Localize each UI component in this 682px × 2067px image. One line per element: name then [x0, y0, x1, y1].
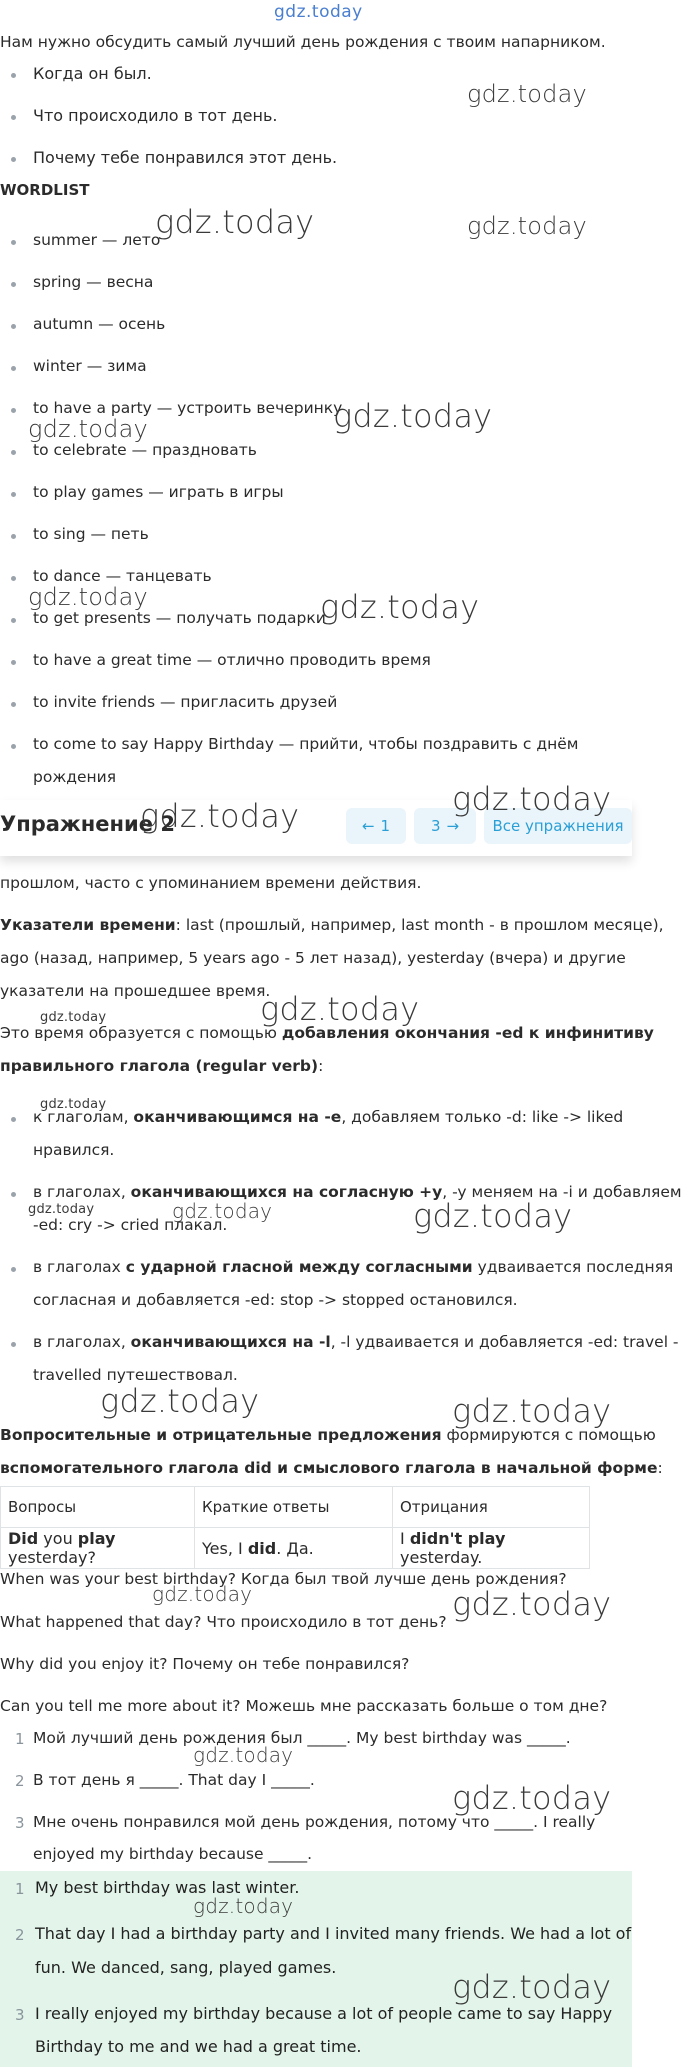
watermark: gdz.today: [413, 1197, 573, 1235]
list-number: 3: [15, 1814, 25, 1832]
dialogue-line: What happened that day? Что происходило в тот день?: [0, 1613, 447, 1631]
grammar-span: Это время образуется с помощью: [0, 1024, 282, 1042]
wordlist-item: autumn — осень: [33, 315, 166, 333]
table-row: [1, 1528, 590, 1569]
list-number: 2: [15, 1772, 25, 1790]
cell-span: . Да.: [276, 1538, 314, 1558]
prev-exercise-label: 1: [380, 817, 391, 835]
grammar-text: [0, 1057, 323, 1075]
bullet: [11, 282, 16, 287]
watermark: gdz.today: [40, 1010, 107, 1025]
rule-item: согласная и добавляется -ed: stop -> stopped остановился.: [33, 1291, 518, 1309]
intro-text: Нам нужно обсудить самый лучший день рождения с твоим напарником.: [0, 33, 606, 51]
watermark: gdz.today: [260, 990, 420, 1028]
grammar-text: [0, 1459, 663, 1477]
table-header-cell: Вопросы: [1, 1487, 195, 1528]
rule-item: travelled путешествовал.: [33, 1366, 238, 1384]
grammar-span: , -y меняем на -i и добавляем: [442, 1183, 682, 1201]
rule-item: [33, 1183, 682, 1201]
bullet: [11, 240, 16, 245]
grammar-span: формируются с помощью: [441, 1426, 656, 1444]
cell-span: yesterday.: [400, 1548, 483, 1567]
wordlist-item: to get presents — получать подарки: [33, 609, 326, 627]
bullet: [11, 744, 16, 749]
bullet: [11, 1117, 16, 1122]
list-number: 2: [15, 1926, 25, 1944]
template-item: enjoyed my birthday because _____.: [33, 1845, 313, 1863]
table-header-cell: Отрицания: [393, 1487, 590, 1528]
dialogue-line: Why did you enjoy it? Почему он тебе понравился?: [0, 1655, 410, 1673]
arrow-left-icon: ←: [361, 817, 375, 835]
bullet: [11, 157, 16, 162]
did-table: [0, 1486, 590, 1569]
answer-item: fun. We danced, sang, played games.: [35, 1958, 337, 1977]
bullet: [11, 702, 16, 707]
grammar-span: в глаголах: [33, 1258, 126, 1276]
grammar-text: [0, 916, 664, 934]
grammar-text: прошлом, часто с упоминанием времени действия.: [0, 874, 422, 892]
wordlist-item: to have a great time — отлично проводить время: [33, 651, 431, 669]
grammar-span: в глаголах,: [33, 1333, 131, 1351]
grammar-span: к глаголам,: [33, 1108, 134, 1126]
question-item: Когда он был.: [33, 64, 152, 83]
bullet: [11, 450, 16, 455]
bullet: [11, 366, 16, 371]
bullet: [11, 534, 16, 539]
wordlist-item-continued: рождения: [33, 768, 117, 786]
cell-span: didn't play: [409, 1529, 506, 1548]
template-item: Мой лучший день рождения был _____. My best birthday was _____.: [33, 1729, 571, 1747]
bullet: [11, 576, 16, 581]
watermark: gdz.today: [140, 797, 300, 835]
dialogue-line: Can you tell me more about it? Можешь мне рассказать больше о том дне?: [0, 1697, 608, 1715]
wordlist-item: spring — весна: [33, 273, 154, 291]
table-cell: [195, 1528, 393, 1569]
wordlist-title: WORDLIST: [0, 181, 90, 199]
cell-span: Yes, I: [202, 1538, 248, 1558]
list-number: 1: [15, 1730, 25, 1748]
answer-item: My best birthday was last winter.: [35, 1878, 300, 1897]
question-item: Что происходило в тот день.: [33, 106, 278, 125]
grammar-span: , добавляем только -d: like -> liked: [341, 1108, 624, 1126]
bullet: [11, 1192, 16, 1197]
bullet: [11, 324, 16, 329]
watermark: gdz.today: [40, 1097, 107, 1112]
watermark: gdz.today: [152, 1582, 253, 1606]
watermark: gdz.today: [333, 397, 493, 435]
wordlist-item: to play games — играть в игры: [33, 483, 284, 501]
wordlist-item: to have a party — устроить вечеринку: [33, 399, 343, 417]
site-logo[interactable]: gdz.today: [274, 2, 363, 22]
grammar-span: в глаголах,: [33, 1183, 131, 1201]
rule-item: -ed: cry -> cried плакал.: [33, 1216, 228, 1234]
grammar-text: ago (назад, например, 5 years ago - 5 лет назад), yesterday (вчера) и другие: [0, 949, 626, 967]
prev-exercise-button[interactable]: [346, 808, 406, 844]
watermark: gdz.today: [28, 583, 148, 611]
watermark: gdz.today: [467, 80, 587, 108]
grammar-text: указатели на прошедшее время.: [0, 982, 271, 1000]
wordlist-item: winter — зима: [33, 357, 147, 375]
table-header-cell: Краткие ответы: [195, 1487, 393, 1528]
grammar-span: оканчивающихся на согласную +y: [130, 1183, 443, 1201]
exercise-title: Упражнение 2: [0, 812, 175, 836]
dialogue-line: When was your best birthday? Когда был твой лучше день рождения?: [0, 1570, 567, 1588]
grammar-span: оканчивающихся на -l: [130, 1333, 331, 1351]
watermark: gdz.today: [452, 780, 612, 818]
bullet: [11, 115, 16, 120]
grammar-span: удваивается последняя: [472, 1258, 674, 1276]
grammar-span: вспомогательного глагола did и смыслового глагола в начальной форме: [0, 1459, 658, 1477]
grammar-span: : last (прошлый, например, last month - в прошлом месяце),: [175, 916, 664, 934]
watermark: gdz.today: [28, 415, 148, 443]
rule-item: [33, 1258, 673, 1276]
next-exercise-label: 3: [430, 817, 441, 835]
wordlist-item: to celebrate — праздновать: [33, 441, 257, 459]
list-number: 3: [15, 2006, 25, 2024]
watermark: gdz.today: [193, 1894, 294, 1918]
watermark: gdz.today: [452, 1585, 612, 1623]
grammar-span: с ударной гласной между согласными: [125, 1258, 473, 1276]
wordlist-item: to invite friends — пригласить друзей: [33, 693, 338, 711]
bullet: [11, 492, 16, 497]
question-item: Почему тебе понравился этот день.: [33, 148, 338, 167]
arrow-right-icon: →: [446, 817, 460, 835]
bullet: [11, 73, 16, 78]
cell-span: you: [38, 1529, 78, 1548]
table-cell: [1, 1528, 195, 1569]
watermark: gdz.today: [452, 1779, 612, 1817]
watermark: gdz.today: [172, 1199, 273, 1223]
table-cell: [393, 1528, 590, 1569]
time-markers-label: Указатели времени: [0, 916, 176, 934]
grammar-span: :: [318, 1057, 324, 1075]
grammar-span: правильного глагола (regular verb): [0, 1057, 319, 1075]
wordlist-item: to sing — петь: [33, 525, 149, 543]
bullet: [11, 660, 16, 665]
watermark: gdz.today: [100, 1382, 260, 1420]
cell-span: did: [247, 1538, 277, 1558]
watermark: gdz.today: [452, 1392, 612, 1430]
template-item: Мне очень понравился мой день рождения, потому что _____. I really: [33, 1813, 596, 1831]
table-header-row: [1, 1487, 590, 1528]
wordlist-item: to dance — танцевать: [33, 567, 212, 585]
answer-item: Birthday to me and we had a great time.: [35, 2037, 362, 2056]
watermark: gdz.today: [452, 1968, 612, 2006]
bullet: [11, 618, 16, 623]
answer-item: That day I had a birthday party and I invited many friends. We had a lot of: [35, 1924, 632, 1943]
watermark: gdz.today: [320, 588, 480, 626]
answer-item: I really enjoyed my birthday because a lot of people came to say Happy: [35, 2004, 613, 2023]
cell-span: I: [400, 1529, 410, 1548]
watermark: gdz.today: [155, 203, 315, 241]
grammar-span: добавления окончания -ed к инфинитиву: [281, 1024, 654, 1042]
rule-item: нравился.: [33, 1141, 115, 1159]
grammar-span: , -l удваивается и добавляется -ed: travel -: [330, 1333, 679, 1351]
watermark: gdz.today: [467, 212, 587, 240]
cell-span: play: [77, 1529, 116, 1548]
list-number: 1: [15, 1880, 25, 1898]
bullet: [11, 408, 16, 413]
watermark: gdz.today: [28, 1202, 95, 1217]
wordlist-item: to come to say Happy Birthday — прийти, чтобы поздравить с днём: [33, 735, 579, 753]
watermark: gdz.today: [193, 1743, 294, 1767]
wordlist-item: summer — лето: [33, 231, 161, 249]
bullet: [11, 1267, 16, 1272]
bullet: [11, 1342, 16, 1347]
cell-span: Did: [8, 1529, 39, 1548]
grammar-span: :: [657, 1459, 663, 1477]
template-item: В тот день я _____. That day I _____.: [33, 1771, 315, 1789]
grammar-span: оканчивающимся на -e: [133, 1108, 342, 1126]
rule-item: [33, 1333, 679, 1351]
all-exercises-label: Все упражнения: [492, 817, 624, 835]
cell-span: yesterday?: [8, 1548, 96, 1567]
rule-item: [33, 1108, 623, 1126]
grammar-span: Вопросительные и отрицательные предложения: [0, 1426, 442, 1444]
